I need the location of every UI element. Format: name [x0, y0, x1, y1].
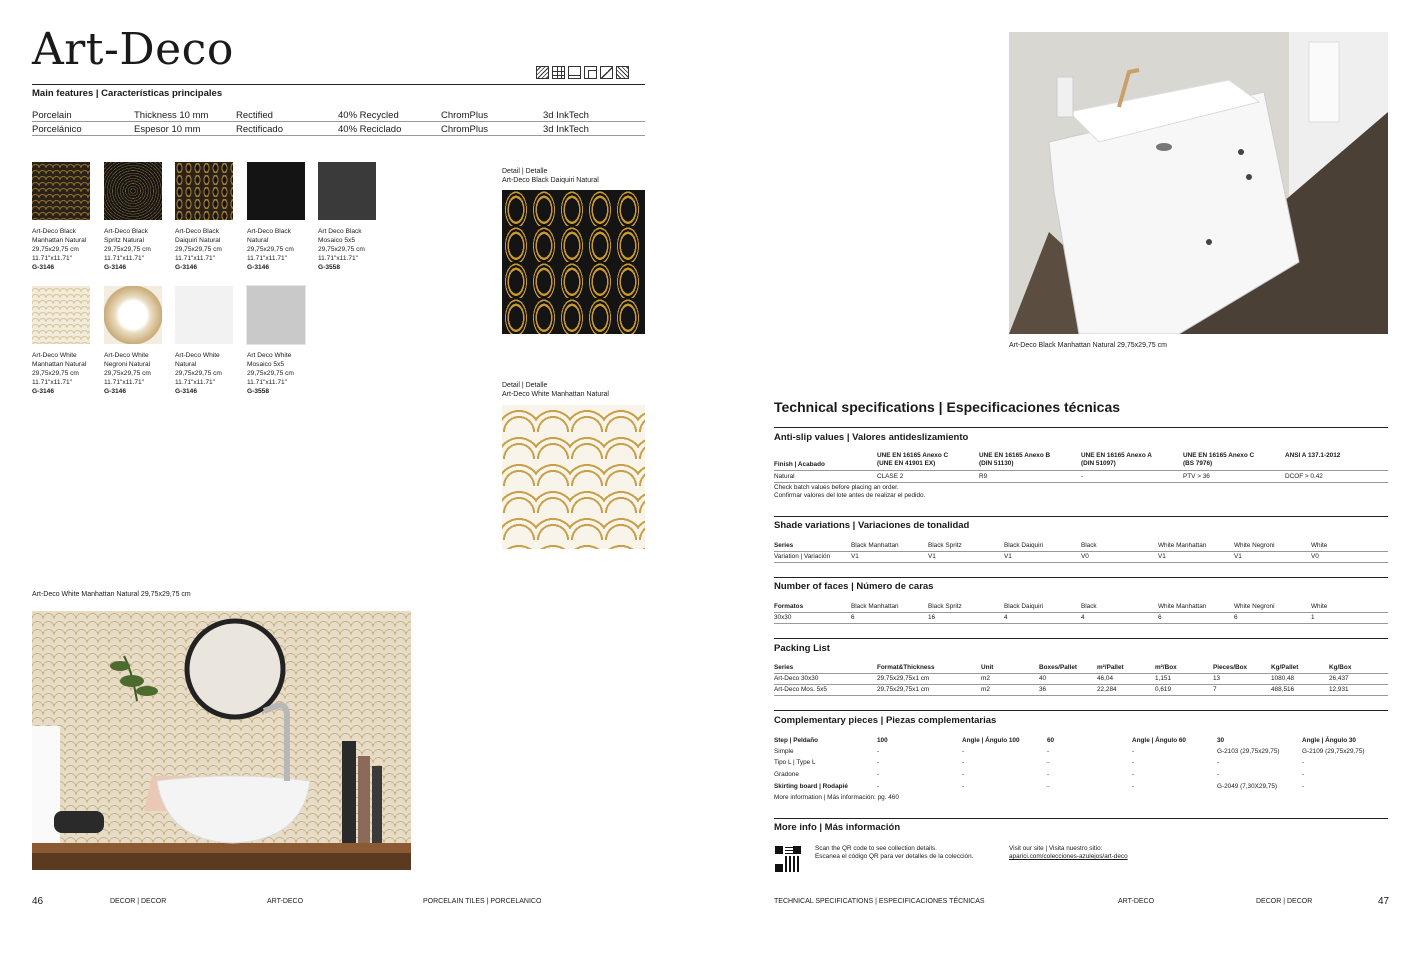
comp-cell: - [877, 748, 880, 755]
antislip-header: ANSI A 137.1-2012 [1285, 452, 1341, 459]
shade-cell: V0 [1081, 553, 1089, 560]
packing-header: Kg/Pallet [1271, 664, 1299, 671]
feature-material: Porcelain [32, 110, 72, 121]
packing-cell: Art-Deco Mos. 5x5 [774, 686, 827, 693]
comp-cell: - [1047, 759, 1050, 766]
shade-header: Black Manhattan [851, 542, 899, 549]
shade-header: Black [1081, 542, 1097, 549]
packing-cell: 488,516 [1271, 686, 1295, 693]
comp-cell: - [1132, 771, 1135, 778]
faces-cell: 4 [1004, 614, 1008, 621]
faces-header: White [1311, 603, 1328, 610]
site-link[interactable]: aparici.com/colecciones-azulejos/art-deco [1009, 853, 1128, 860]
title-rule [32, 84, 645, 85]
faces-header: Black Spritz [928, 603, 962, 610]
shade-header: White Manhattan [1158, 542, 1207, 549]
footer-collection: ART-DECO [267, 898, 304, 905]
comp-cell: - [1302, 783, 1305, 790]
shade-cell: V1 [928, 553, 936, 560]
tile-caption: Art-Deco Black Spritz Natural 29,75x29,75 cm 11.71"x11.71" G-3146 [104, 228, 151, 271]
faces-header: Black [1081, 603, 1097, 610]
qr-instructions: Scan the QR code to see collection details. Escanea el código QR para ver detalles de la colección. [815, 845, 974, 860]
feature-chromplus: ChromPlus [441, 110, 488, 121]
antislip-cell: DCOF > 0.42 [1285, 473, 1323, 480]
comp-cell: G-2103 (29,75x29,75) [1217, 748, 1280, 755]
comp-cell: - [962, 783, 965, 790]
antislip-cell: - [1081, 473, 1084, 480]
faces-cell: 16 [928, 614, 936, 621]
tech-spec-title: Technical specifications | Especificaciones técnicas [774, 399, 1121, 415]
tile-white-negroni [104, 286, 162, 344]
feature-icons [536, 66, 629, 79]
faces-cell: 6 [1158, 614, 1162, 621]
feature-rectified-es: Rectificado [236, 124, 283, 135]
comp-cell: Tipo L | Type L [774, 759, 816, 766]
faces-title: Number of faces | Número de caras [774, 581, 934, 592]
page-title: Art-Deco [32, 24, 234, 75]
bathroom-scene [32, 611, 411, 870]
vanity-scene [1009, 32, 1388, 334]
tile-caption: Art Deco Black Mosaico 5x5 29,75x29,75 cm 11.71"x11.71" G-3558 [318, 228, 365, 271]
comp-header: Angle | Ángulo 30 [1302, 737, 1356, 744]
packing-header: Kg/Box [1329, 664, 1352, 671]
tile-black-daiquiri [175, 162, 233, 220]
page-number-left: 46 [32, 896, 44, 907]
shade-cell: Variation | Variación [774, 553, 831, 560]
packing-header: m²/Pallet [1097, 664, 1124, 671]
comp-note: More information | Más información: pg. 460 [774, 794, 899, 801]
faces-header: Black Daiquiri [1004, 603, 1044, 610]
shade-cell: V1 [1158, 553, 1166, 560]
tile-caption: Art-Deco White Negroni Natural 29,75x29,75 cm 11.71"x11.71" G-3146 [104, 352, 151, 395]
comp-cell: - [1047, 783, 1050, 790]
comp-cell: - [1302, 771, 1305, 778]
comp-header: 60 [1047, 737, 1055, 744]
comp-cell: - [1132, 759, 1135, 766]
packing-cell: 0,619 [1155, 686, 1171, 693]
packing-cell: 7 [1213, 686, 1217, 693]
packing-cell: 29,75x29,75x1 cm [877, 686, 930, 693]
packing-cell: 1,151 [1155, 675, 1171, 682]
packing-cell: m2 [981, 675, 990, 682]
feature-thickness: Thickness 10 mm [134, 110, 209, 121]
faces-cell: 4 [1081, 614, 1085, 621]
packing-header: Series [774, 664, 794, 671]
comp-cell: - [1217, 759, 1220, 766]
feature-material-es: Porcelánico [32, 124, 82, 135]
antislip-header: Finish | Acabado [774, 461, 825, 468]
comp-cell: - [1217, 771, 1220, 778]
comp-cell: - [1132, 783, 1135, 790]
complementary-title: Complementary pieces | Piezas complementarias [774, 715, 997, 726]
packing-cell: 36 [1039, 686, 1047, 693]
feature-recycled-es: 40% Reciclado [338, 124, 402, 135]
comp-cell: - [962, 759, 965, 766]
comp-cell: Simple [774, 748, 794, 755]
comp-cell: G-2049 (7,30X29,75) [1217, 783, 1278, 790]
tile-white-mosaico [247, 286, 305, 344]
feature-thickness-es: Espesor 10 mm [134, 124, 201, 135]
packing-cell: m2 [981, 686, 990, 693]
tile-caption: Art-Deco Black Daiquiri Natural 29,75x29,75 cm 11.71"x11.71" G-3146 [175, 228, 222, 271]
faces-header: White Negroni [1234, 603, 1275, 610]
moreinfo-title: More info | Más información [774, 822, 901, 833]
footer-section: DECOR | DECOR [110, 898, 167, 905]
grid-icon [552, 66, 565, 79]
comp-cell: Gradone [774, 771, 799, 778]
comp-cell: Skirting board | Rodapié [774, 783, 848, 790]
faces-cell: 30x30 [774, 614, 792, 621]
slope-icon [600, 66, 613, 79]
shade-header: White [1311, 542, 1328, 549]
comp-header: Angle | Ángulo 60 [1132, 737, 1186, 744]
comp-cell: - [1302, 759, 1305, 766]
comp-cell: - [877, 783, 880, 790]
antislip-header: UNE EN 16165 Anexo C (UNE EN 41901 EX) [877, 452, 949, 467]
comp-cell: G-2109 (29,75x29,75) [1302, 748, 1365, 755]
comp-header: 100 [877, 737, 888, 744]
comp-cell: - [962, 771, 965, 778]
shade-header: Black Daiquiri [1004, 542, 1044, 549]
packing-header: Pieces/Box [1213, 664, 1248, 671]
packing-cell: 40 [1039, 675, 1047, 682]
footer-collection: ART-DECO [1118, 898, 1155, 905]
comp-cell: - [1047, 771, 1050, 778]
photo-caption: Art-Deco White Manhattan Natural 29,75x29,75 cm [32, 591, 191, 598]
packing-cell: 13 [1213, 675, 1221, 682]
tile-caption: Art-Deco White Manhattan Natural 29,75x29,75 cm 11.71"x11.71" G-3146 [32, 352, 87, 395]
comp-cell: - [1132, 748, 1135, 755]
comp-cell: - [1047, 748, 1050, 755]
antislip-cell: PTV > 36 [1183, 473, 1210, 480]
shade-cell: V1 [851, 553, 859, 560]
tile-caption: Art-Deco Black Natural 29,75x29,75 cm 11.71"x11.71" G-3146 [247, 228, 294, 271]
packing-title: Packing List [774, 643, 830, 654]
packing-cell: 12,931 [1329, 686, 1349, 693]
antislip-cell: Natural [774, 473, 795, 480]
footer-category: PORCELAIN TILES | PORCELANICO [423, 898, 542, 905]
shade-header: Series [774, 542, 794, 549]
tile-caption: Art-Deco Black Manhattan Natural 29,75x29,75 cm 11.71"x11.71" G-3146 [32, 228, 87, 271]
packing-cell: 29,75x29,75x1 cm [877, 675, 930, 682]
qr-code-icon[interactable] [774, 845, 802, 873]
faces-header: White Manhattan [1158, 603, 1207, 610]
antislip-cell: R9 [979, 473, 988, 480]
packing-header: Format&Thickness [877, 664, 935, 671]
pattern-icon [616, 66, 629, 79]
tile-black-spritz [104, 162, 162, 220]
feature-chromplus-es: ChromPlus [441, 124, 488, 135]
comp-cell: - [877, 771, 880, 778]
antislip-header: UNE EN 16165 Anexo C (BS 7976) [1183, 452, 1255, 467]
diagonal-hatch-icon [536, 66, 549, 79]
footer-category: DECOR | DECOR [1256, 898, 1313, 905]
shade-header: Black Spritz [928, 542, 962, 549]
detail-caption: Detail | Detalle Art-Deco Black Daiquiri Natural [502, 168, 599, 184]
antislip-header: UNE EN 16165 Anexo A (DIN 51097) [1081, 452, 1152, 467]
site-info: Visit our site | Visita nuestro sitio: [1009, 845, 1103, 852]
main-features-title: Main features | Características principales [32, 88, 223, 99]
tile-white-manhattan [32, 286, 90, 344]
antislip-cell: CLASE 2 [877, 473, 904, 480]
shade-cell: V0 [1311, 553, 1319, 560]
bathroom-photo-black [1009, 32, 1388, 334]
faces-cell: 6 [1234, 614, 1238, 621]
page-number-right: 47 [1378, 896, 1390, 907]
faces-header: Formatos [774, 603, 804, 610]
feature-inktech: 3d InkTech [543, 110, 589, 121]
comp-cell: - [962, 748, 965, 755]
packing-cell: 22,284 [1097, 686, 1117, 693]
tile-caption: Art Deco White Mosaico 5x5 29,75x29,75 cm 11.71"x11.71" G-3558 [247, 352, 294, 395]
tile-black-mosaico [318, 162, 376, 220]
packing-header: Boxes/Pallet [1039, 664, 1078, 671]
packing-cell: 1080,48 [1271, 675, 1295, 682]
bathroom-photo-white [32, 611, 411, 870]
stair-icon [584, 66, 597, 79]
tile-black-natural [247, 162, 305, 220]
detail-white-manhattan [502, 405, 645, 549]
packing-cell: Art-Deco 30x30 [774, 675, 819, 682]
antislip-note: Check batch values before placing an order. Confirmar valores del lote antes de realizar el pedido. [774, 484, 926, 499]
tile-black-manhattan [32, 162, 90, 220]
packing-header: m²/Box [1155, 664, 1177, 671]
comp-header: 30 [1217, 737, 1225, 744]
comp-header: Step | Peldaño [774, 737, 819, 744]
shade-cell: V1 [1234, 553, 1242, 560]
detail-caption: Detail | Detalle Art-Deco White Manhattan Natural [502, 382, 609, 398]
photo-caption: Art-Deco Black Manhattan Natural 29,75x29,75 cm [1009, 342, 1167, 349]
detail-black-daiquiri [502, 190, 645, 334]
packing-cell: 26,437 [1329, 675, 1349, 682]
shade-header: White Negroni [1234, 542, 1275, 549]
antislip-title: Anti-slip values | Valores antideslizamiento [774, 432, 969, 443]
shade-cell: V1 [1004, 553, 1012, 560]
shade-title: Shade variations | Variaciones de tonalidad [774, 520, 970, 531]
tile-caption: Art-Deco White Natural 29,75x29,75 cm 11.71"x11.71" G-3146 [175, 352, 222, 395]
faces-cell: 6 [851, 614, 855, 621]
tile-white-natural [175, 286, 233, 344]
faces-cell: 1 [1311, 614, 1315, 621]
comp-header: Angle | Ángulo 100 [962, 737, 1020, 744]
floor-icon [568, 66, 581, 79]
feature-rectified: Rectified [236, 110, 273, 121]
feature-inktech-es: 3d InkTech [543, 124, 589, 135]
antislip-header: UNE EN 16165 Anexo B (DIN 51130) [979, 452, 1051, 467]
packing-header: Unit [981, 664, 994, 671]
faces-header: Black Manhattan [851, 603, 899, 610]
feature-recycled: 40% Recycled [338, 110, 399, 121]
packing-cell: 46,04 [1097, 675, 1113, 682]
footer-section: TECHNICAL SPECIFICATIONS | ESPECIFICACIONES TÉCNICAS [774, 898, 985, 905]
comp-cell: - [877, 759, 880, 766]
